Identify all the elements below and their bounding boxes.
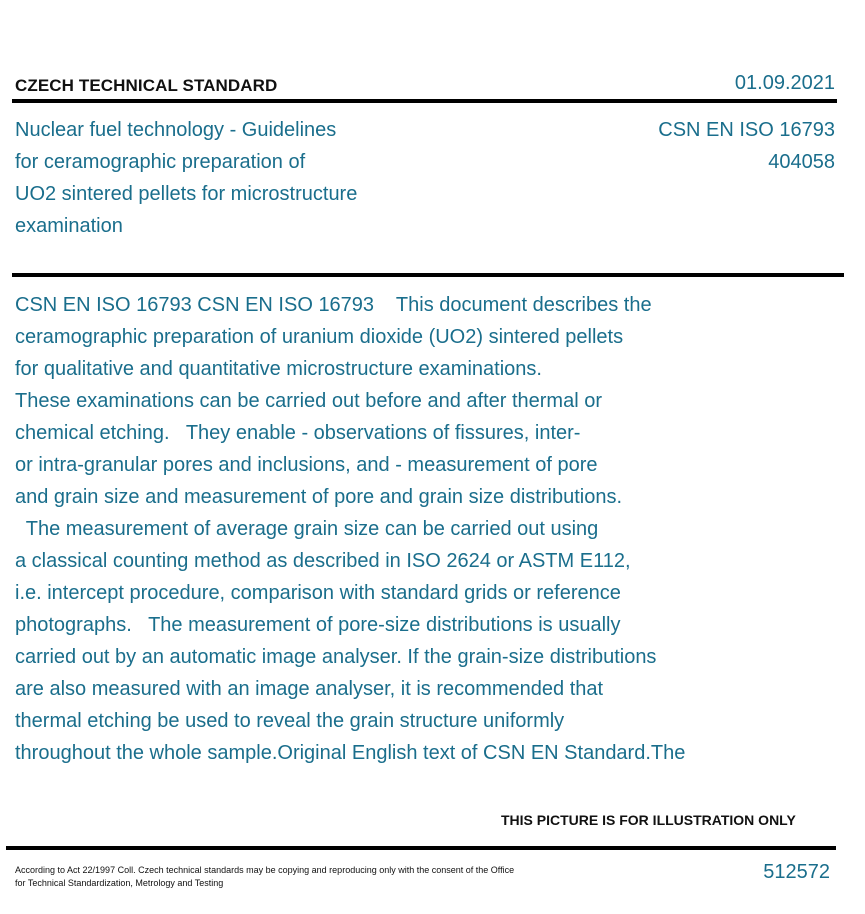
abstract-line: or intra-granular pores and inclusions, and - measurement of pore [15,454,598,476]
illustration-disclaimer: THIS PICTURE IS FOR ILLUSTRATION ONLY [501,812,796,828]
standard-identifiers [658,114,835,178]
title-line: for ceramographic preparation of [15,151,306,173]
abstract-line: and grain size and measurement of pore and grain size distributions. [15,486,623,508]
abstract-line: CSN EN ISO 16793 CSN EN ISO 16793 This document describes the [15,294,652,316]
standard-title [15,114,435,242]
publication-date: 01.09.2021 [734,72,835,94]
product-code: 512572 [763,861,830,883]
abstract-line: ceramographic preparation of uranium dioxide (UO2) sintered pellets [15,326,624,348]
standard-number: CSN EN ISO 16793 [658,119,835,141]
legal-line: According to Act 22/1997 Coll. Czech technical standards may be copying and reproducing only with the consent of the Office [15,865,515,875]
legal-notice [15,864,615,890]
abstract-line: photographs. The measurement of pore-size distributions is usually [15,614,621,636]
bottom-divider [6,846,836,850]
middle-divider [12,273,844,277]
legal-line: for Technical Standardization, Metrology and Testing [15,878,224,888]
abstract-line: for qualitative and quantitative microstructure examinations. [15,358,542,380]
abstract-line: These examinations can be carried out before and after thermal or [15,390,602,412]
document-type-label: CZECH TECHNICAL STANDARD [15,76,278,95]
title-line: UO2 sintered pellets for microstructure [15,183,358,205]
abstract-line: a classical counting method as described in ISO 2624 or ASTM E112, [15,550,631,572]
abstract-line: i.e. intercept procedure, comparison with standard grids or reference [15,582,621,604]
abstract-line: throughout the whole sample.Original English text of CSN EN Standard.The [15,742,686,764]
abstract-line: The measurement of average grain size can be carried out using [15,518,599,540]
abstract-line: thermal etching be used to reveal the grain structure uniformly [15,710,565,732]
top-divider [12,99,837,103]
classification-code: 404058 [768,151,835,173]
title-line: examination [15,215,123,237]
title-line: Nuclear fuel technology - Guidelines [15,119,337,141]
abstract-line: chemical etching. They enable - observations of fissures, inter- [15,422,581,444]
abstract-text [15,289,775,769]
abstract-line: carried out by an automatic image analyser. If the grain-size distributions [15,646,657,668]
abstract-line: are also measured with an image analyser, it is recommended that [15,678,604,700]
